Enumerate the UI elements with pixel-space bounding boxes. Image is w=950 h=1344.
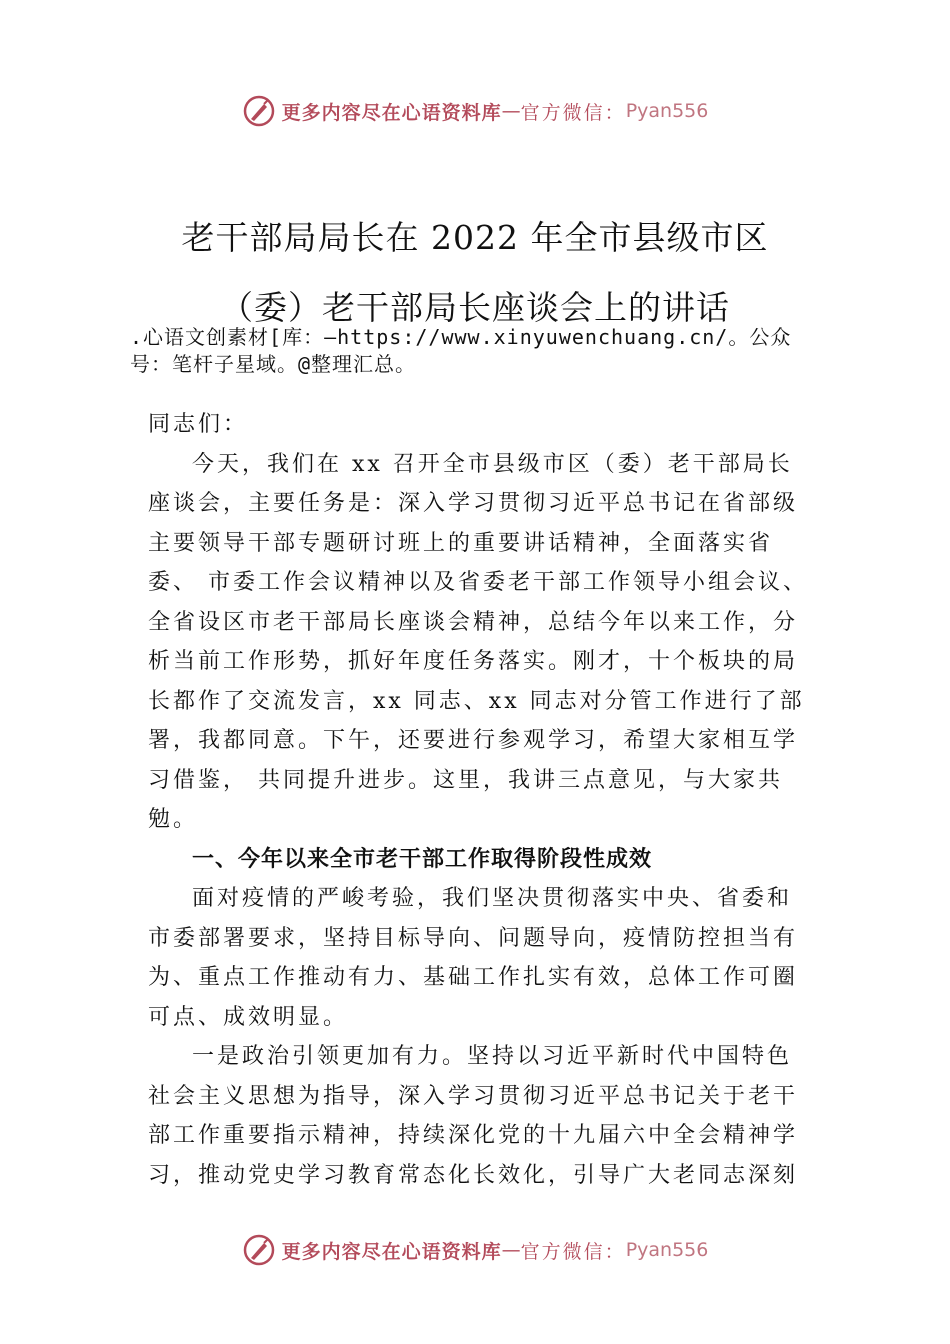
pen-logo-icon (242, 1233, 276, 1267)
document-title-line-1: 老干部局局长在 2022 年全市县级市区 (181, 218, 769, 257)
paragraph: 今天，我们在 xx 召开全市县级市区（委）老干部局长座谈会，主要任务是：深入学习贯彻习近平总书记在省部级主要领导干部专题研讨班上的重要讲话精神，全面落实省委、 市委工作会议精神以及省委老干部工作领导小组会议、全省设区市老干部局长座谈会精神，总结今年以来工作，分析当前工作形势，抓好年度任务落实。刚才，十个板块的局长都作了交流发言，xx 同志、xx 同志对分管工作进行了部署，我都同意。下午，还要进行参观学习，希望大家相互学习借鉴， 共同提升进步。这里，我讲三点意见，与大家共勉。 (148, 451, 808, 832)
watermark-banner-bottom (0, 1233, 950, 1267)
source-note: .心语文创素材[库：—https://www.xinyuwenchuang.cn/。公众号：笔杆子星域。@整理汇总。 (130, 325, 792, 376)
watermark-separator: — (501, 1239, 521, 1261)
salutation: 同志们： (148, 412, 249, 437)
watermark-separator: — (501, 100, 521, 122)
watermark-banner-top (0, 94, 950, 128)
watermark-wechat-label: 官方微信： (520, 1240, 626, 1263)
document-body (148, 405, 808, 1195)
document-title-line-2: （委）老干部局长座谈会上的讲话 (220, 288, 730, 327)
section-heading: 一、今年以来全市老干部工作取得阶段性成效 (192, 846, 653, 872)
watermark-main-text: 更多内容尽在心语资料库 (281, 101, 502, 124)
watermark-wechat-id: Pyan556 (625, 1239, 709, 1261)
watermark-wechat-label: 官方微信： (520, 101, 626, 124)
paragraph: 一是政治引领更加有力。坚持以习近平新时代中国特色社会主义思想为指导，深入学习贯彻习近平总书记关于老干部工作重要指示精神，持续深化党的十九届六中全会精神学习，推动党史学习教育常态化长效化，引导广大老同志深刻 (148, 1044, 799, 1188)
watermark-main-text: 更多内容尽在心语资料库 (281, 1240, 502, 1263)
watermark-wechat-id: Pyan556 (625, 100, 709, 122)
pen-logo-icon (242, 94, 276, 128)
paragraph: 面对疫情的严峻考验，我们坚决贯彻落实中央、省委和市委部署要求，坚持目标导向、问题导向，疫情防控担当有为、重点工作推动有力、基础工作扎实有效，总体工作可圈可点、成效明显。 (148, 886, 799, 1030)
